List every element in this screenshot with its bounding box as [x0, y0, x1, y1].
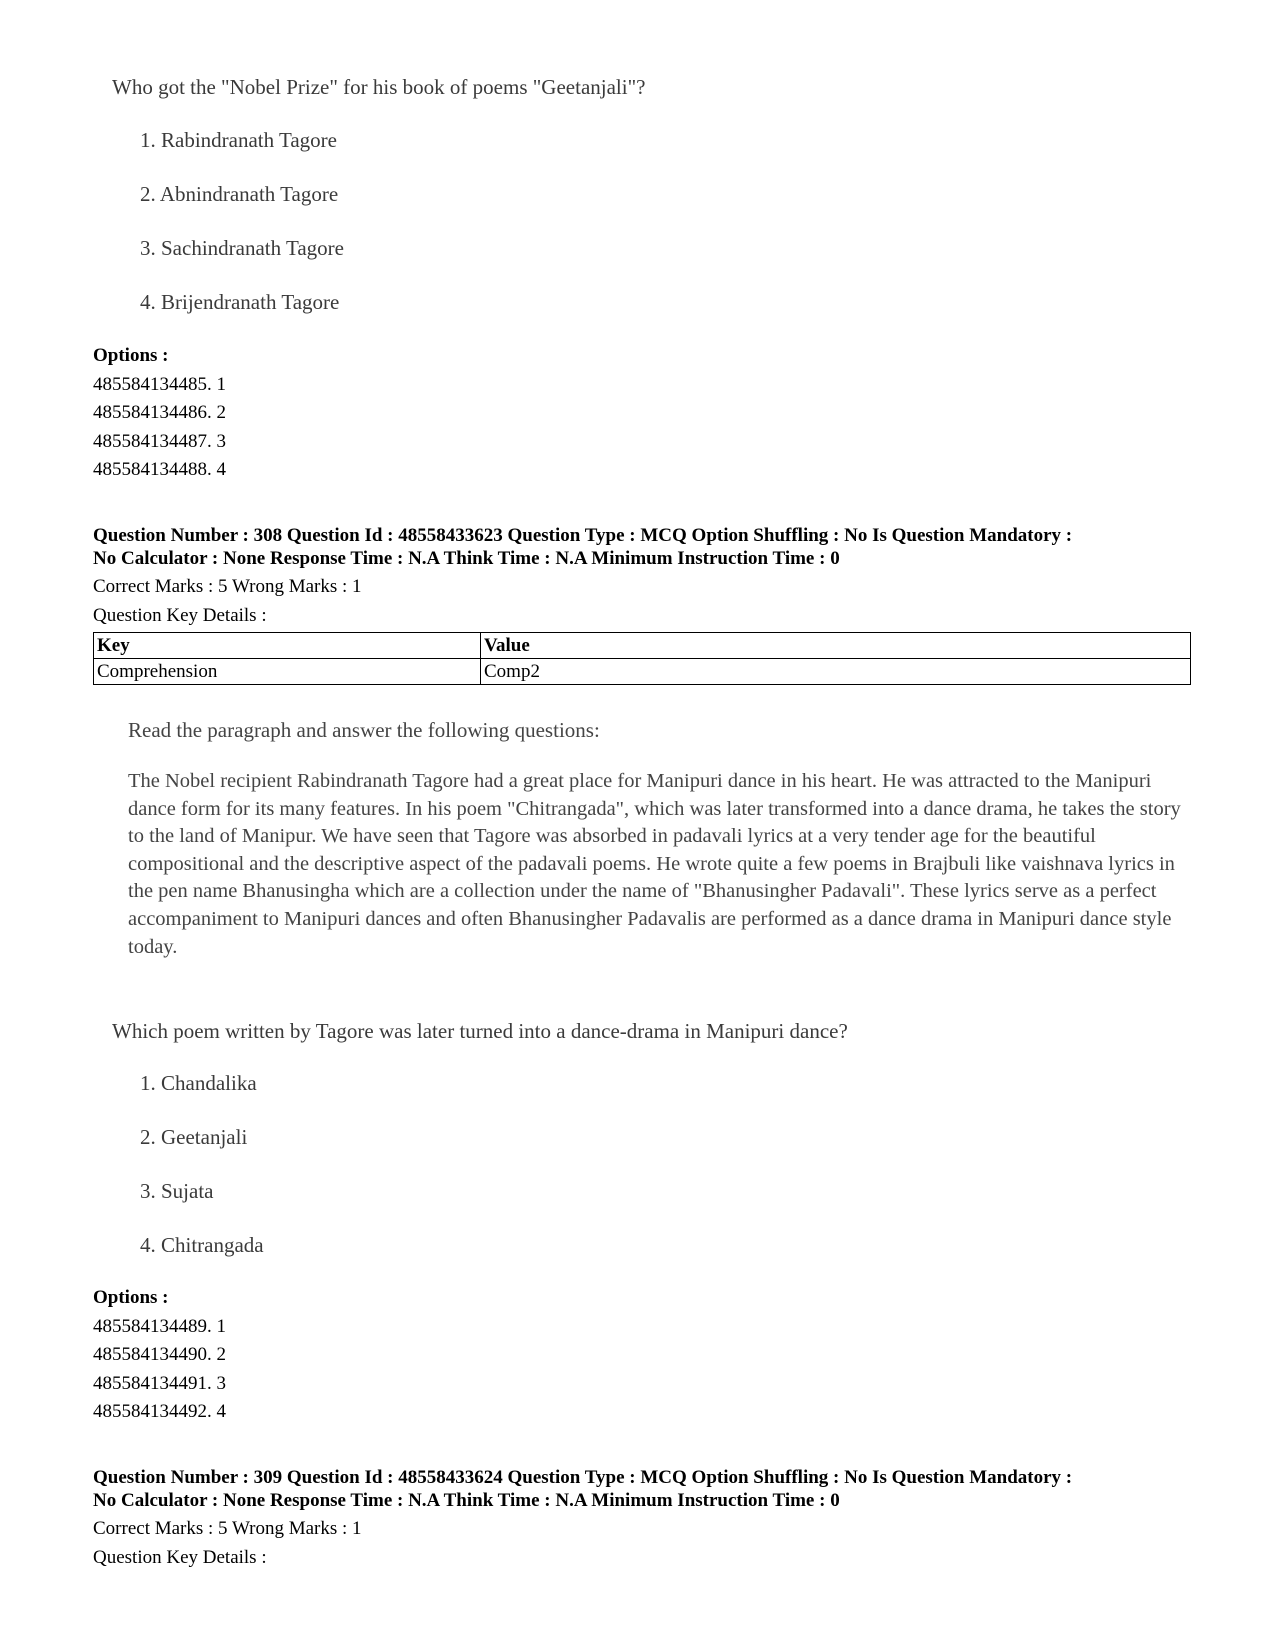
- choice-item: 1. Rabindranath Tagore: [140, 128, 337, 152]
- choice-list: [140, 128, 344, 344]
- question-text: Which poem written by Tagore was later turned into a dance-drama in Manipuri dance?: [112, 1019, 848, 1043]
- key-details-table: [93, 632, 1191, 685]
- options-label: Options :: [93, 345, 169, 366]
- marks-text: Correct Marks : 5 Wrong Marks : 1: [93, 576, 362, 597]
- marks-block: [93, 1515, 362, 1572]
- key-details-label: Question Key Details :: [93, 604, 267, 626]
- question-header: [93, 1466, 1193, 1512]
- question-header-line: Question Number : 309 Question Id : 48558433624 Question Type : MCQ Option Shuffling : No Is Question Mandatory :: [93, 1467, 1073, 1488]
- question-header: [93, 524, 1193, 570]
- option-id: 485584134486. 2: [93, 402, 226, 423]
- question-header-line: Question Number : 308 Question Id : 48558433623 Question Type : MCQ Option Shuffling : No Is Question Mandatory :: [93, 525, 1073, 546]
- question-header-line: No Calculator : None Response Time : N.A Think Time : N.A Minimum Instruction Time : 0: [93, 1490, 840, 1511]
- choice-item: 2. Abnindranath Tagore: [140, 182, 339, 206]
- options-block: [93, 342, 226, 485]
- paragraph-heading: Read the paragraph and answer the following questions:: [128, 718, 600, 742]
- option-id: 485584134488. 4: [93, 459, 226, 480]
- key-details-label: Question Key Details :: [93, 1546, 267, 1568]
- table-row: [94, 659, 1191, 685]
- table-header-row: [94, 633, 1191, 659]
- question-text: Who got the "Nobel Prize" for his book of poems "Geetanjali"?: [112, 75, 646, 99]
- option-id: 485584134487. 3: [93, 430, 226, 452]
- option-id: 485584134489. 1: [93, 1315, 226, 1337]
- option-id: 485584134492. 4: [93, 1401, 226, 1422]
- table-header-cell: Key: [94, 633, 481, 659]
- option-id: 485584134490. 2: [93, 1344, 226, 1365]
- marks-block: [93, 573, 362, 630]
- options-block: [93, 1284, 226, 1427]
- options-label: Options :: [93, 1287, 169, 1308]
- table-header-cell: Value: [481, 633, 1191, 659]
- choice-item: 1. Chandalika: [140, 1071, 257, 1095]
- choice-item: 3. Sachindranath Tagore: [140, 236, 344, 260]
- table-cell: Comp2: [481, 659, 1191, 685]
- option-id: 485584134485. 1: [93, 373, 226, 395]
- choice-item: 4. Brijendranath Tagore: [140, 290, 340, 314]
- choice-list: [140, 1071, 264, 1287]
- table-cell: Comprehension: [94, 659, 481, 685]
- option-id: 485584134491. 3: [93, 1372, 226, 1394]
- question-header-line: No Calculator : None Response Time : N.A Think Time : N.A Minimum Instruction Time : 0: [93, 548, 840, 569]
- marks-text: Correct Marks : 5 Wrong Marks : 1: [93, 1518, 362, 1539]
- choice-item: 3. Sujata: [140, 1179, 214, 1203]
- comprehension-paragraph: The Nobel recipient Rabindranath Tagore had a great place for Manipuri dance in his heart. He was attracted to the Manipuri dance form for its many features. In his poem "Chitrangada", which was later transformed into a dance drama, he takes the story to the land of Manipur. We have seen that Tagore was absorbed in padavali lyrics at a very tender age for the beautiful compositional and the descriptive aspect of the padavali poems. He wrote quite a few poems in Brajbuli like vaishnava lyrics in the pen name Bhanusingha which are a collection under the name of "Bhanusingher Padavali". These lyrics serve as a perfect accompaniment to Manipuri dances and often Bhanusingher Padavalis are performed as a dance drama in Manipuri dance style today.: [128, 770, 1181, 958]
- choice-item: 2. Geetanjali: [140, 1125, 248, 1149]
- choice-item: 4. Chitrangada: [140, 1233, 264, 1257]
